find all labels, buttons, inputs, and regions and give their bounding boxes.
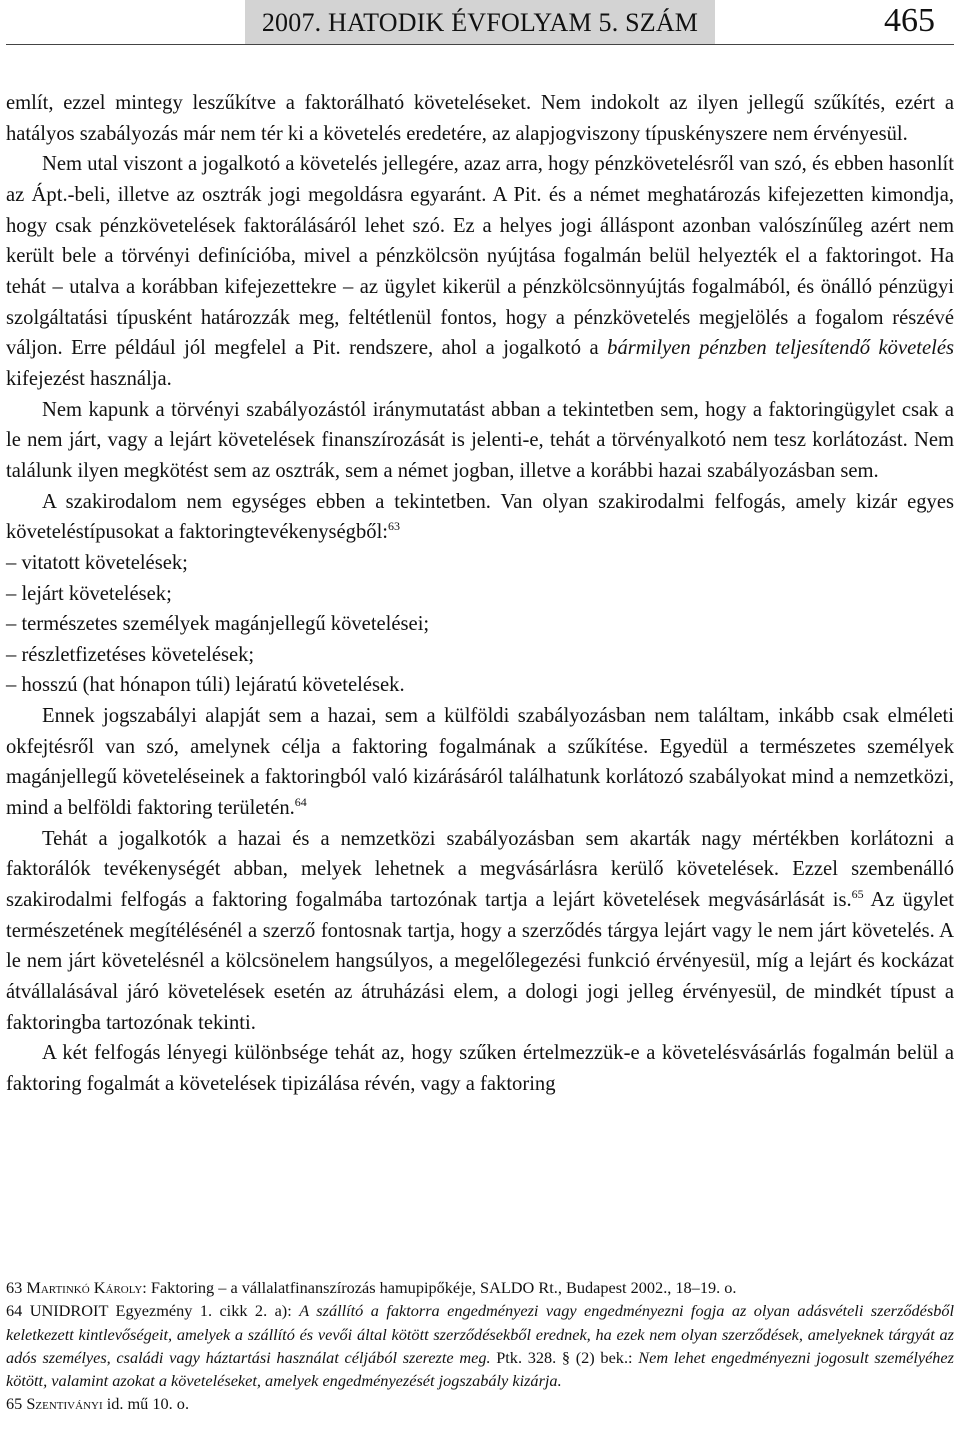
footnote-ref-63[interactable]: 63	[388, 519, 401, 534]
page-number: 465	[884, 2, 935, 39]
footnote-64	[6, 1299, 954, 1392]
body-text	[6, 88, 954, 1100]
footnote-63-text: : Faktoring – a vállalatfinanszírozás hamupipőkéje, SALDO Rt., Budapest 2002., 18–19. o.	[142, 1278, 737, 1297]
paragraph-5-text: Ennek jogszabályi alapját sem a hazai, sem a külföldi szabályozásban nem találtam, inkább csak elméleti okfejtésről van szó, amelynek célja a faktoring fogalmának a szűkítése. Egyedül a természetes személyek magánjellegű követeléseinek a faktoringból való kizárásáról találhatunk korlátozó szabályokat mind a nemzetközi, mind a belföldi faktoring területén.	[6, 705, 954, 820]
footnote-65-text: id. mű 10. o.	[102, 1394, 190, 1414]
footnote-64-quote: A szállító a faktorra engedményezi vagy engedményezni fogja az olyan adásvételi szerződésből keletkezett kintlevőségeit, amelyek a szállító és vevői által kötött szerződésekből erednek, ha ezek nem olyan szerződések, amelyeknek tárgyát az adós személyes, családi vagy háztartási használat céljából szerezte meg.	[6, 1301, 954, 1367]
dash-list	[6, 548, 954, 701]
footnote-ref-65[interactable]: 65	[851, 887, 864, 902]
footnote-64-lead: 64 UNIDROIT Egyezmény 1. cikk 2. a):	[6, 1301, 300, 1321]
footnote-ref-64[interactable]: 64	[294, 795, 307, 810]
list-item: – lejárt követelések;	[6, 582, 172, 605]
paragraph-2-end: kifejezést használja.	[6, 367, 172, 390]
paragraph-2-italic: bármilyen pénzben teljesítendő követelés	[607, 337, 954, 360]
footnote-63-number: 63	[6, 1278, 27, 1297]
list-item: – részletfizetéses követelések;	[6, 643, 255, 666]
list-item: – természetes személyek magánjellegű követelései;	[6, 613, 430, 636]
header-title: 2007. HATODIK ÉVFOLYAM 5. SZÁM	[261, 8, 699, 37]
paragraph-6-text: Tehát a jogalkotók a hazai és a nemzetközi szabályozásban sem akarták nagy mértékben korlátozni a faktorálók tevékenységét abban, melyek lehetnek a megvásárlásra kerülő követelések. Ezzel szembenálló szakirodalmi felfogás a faktoring fogalmába tartozónak tartja a lejárt követelések megvásárlását is.	[6, 827, 954, 912]
header-divider	[6, 44, 954, 45]
footnote-64-mid: Ptk. 328. § (2) bek.:	[490, 1347, 639, 1367]
footnote-63-author: Martinkó Károly	[26, 1278, 143, 1297]
footnote-65-author: Szentiványi	[26, 1394, 103, 1414]
running-header	[245, 0, 715, 44]
footnote-65-number: 65	[6, 1394, 27, 1414]
paragraph-4-text: A szakirodalom nem egységes ebben a tekintetben. Van olyan szakirodalmi felfogás, amely kizár egyes követeléstípusokat a faktoringtevékenységből:	[6, 490, 954, 544]
list-item: – vitatott követelések;	[6, 551, 188, 574]
footnote-64-quote-2: Nem lehet engedményezni jogosult személyéhez kötött, valamint azokat a követeléseket, amelyek engedményezését jogszabály kizárja.	[6, 1347, 954, 1391]
footnotes	[6, 1276, 954, 1416]
footnote-63	[6, 1276, 954, 1299]
paragraph-6	[6, 824, 954, 1039]
paragraph-2	[6, 149, 954, 394]
footnote-65	[6, 1392, 954, 1415]
paragraph-3: Nem kapunk a törvényi szabályozástól iránymutatást abban a tekintetben sem, hogy a faktoringügylet csak a le nem járt, vagy a lejárt követelések finanszírozását is jelenti-e, tehát a törvényalkotó nem tesz korlátozást. Nem találunk ilyen megkötést sem az osztrák, sem a német jogban, illetve a korábbi hazai szabályozásban sem.	[6, 398, 954, 482]
paragraph-5	[6, 701, 954, 824]
paragraph-6-end: Az ügylet természetének megítélésénél a szerző fontosnak tartja, hogy a szerződés tárgya lejárt vagy le nem járt követelés. A le nem járt követelésnél a kölcsönelem hangsúlyos, a megelőlegezési funkció érvényesül, míg a lejárt és kockázat átvállalásával járó követelések esetén az átruházási elem, a dologi jogi jelleg érvényesül, de mindkét típust a faktoringba tartozónak tekinti.	[6, 889, 954, 1034]
paragraph-7: A két felfogás lényegi különbsége tehát az, hogy szűken értelmezzük-e a követelésvásárlás fogalmán belül a faktoring fogalmát a követelések tipizálása révén, vagy a faktoring	[6, 1042, 954, 1095]
list-item: – hosszú (hat hónapon túli) lejáratú követelések.	[6, 674, 405, 697]
paragraph-2-text: Nem utal viszont a jogalkotó a követelés jellegére, azaz arra, hogy pénzkövetelésről van szó, és ebben hasonlít az Ápt.-beli, illetve az osztrák jogi megoldásra egyaránt. A Pit. és a német meghatározás kifejezetten kimondja, hogy csak pénzkövetelések faktorálásáról lehet szó. Ez a helyes jogi álláspont azonban valószínűleg azért nem került bele a törvényi definícióba, mivel a pénzkölcsön nyújtása fogalmán belül helyezték el a faktoringot. Ha tehát – utalva a korábban kifejezettekre – az ügylet kikerül a pénzkölcsönnyújtás fogalmából, és önálló pénzügyi szolgáltatási típusként határozzák meg, feltétlenül fontos, hogy a pénzkövetelés megjelölés a fogalom részévé váljon. Erre például jól megfelel a Pit. rendszere, ahol a jogalkotó a	[6, 153, 954, 360]
paragraph-4	[6, 487, 954, 548]
paragraph-1: említ, ezzel mintegy leszűkítve a faktorálható követeléseket. Nem indokolt az ilyen jellegű szűkítés, ezért a hatályos szabályozás már nem tér ki a követelés eredetére, az alapjogviszony típuskényszere nem érvényesül.	[6, 92, 954, 145]
